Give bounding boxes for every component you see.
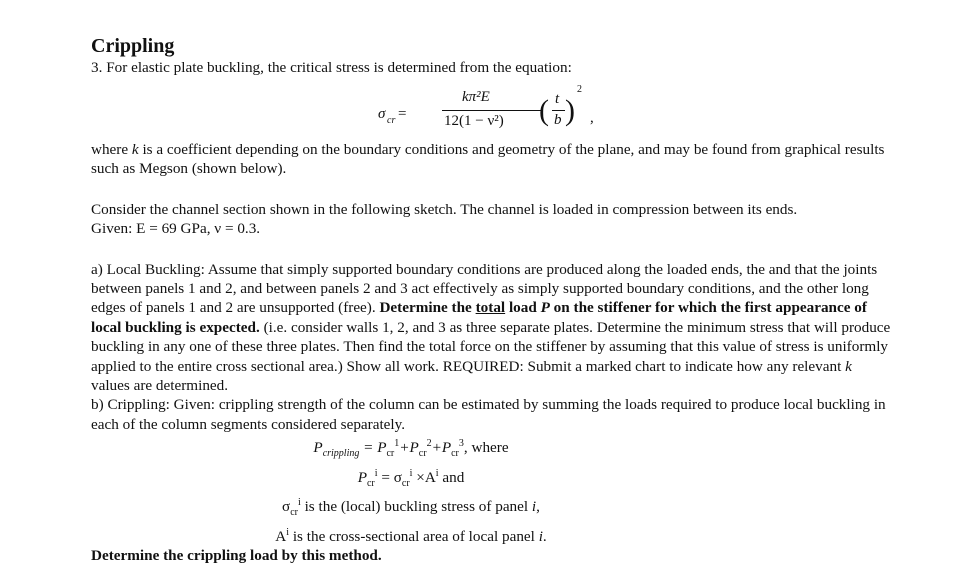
eq-numerator: kπ²E <box>462 89 490 105</box>
channel-line-1: Consider the channel section shown in the following sketch. The channel is loaded in compression between its ends. <box>91 200 798 218</box>
channel-given-line: Given: E = 69 GPa, ν = 0.3. <box>91 220 261 238</box>
body-text <box>91 140 891 566</box>
question-number: 3. <box>91 59 103 76</box>
crippling-formula-4: $A^i$ is the cross-sectional area of local panel i. <box>275 526 547 545</box>
eq-equals: = <box>398 106 407 122</box>
eq-trailing-comma: , <box>590 110 594 126</box>
crippling-formula-1: $P_{crippling} = P_{cr}^1+P_{cr}^2+P_{cr}^3$, where <box>313 438 509 460</box>
eq-ratio-bottom: b <box>554 112 562 128</box>
eq-left-paren: ( <box>539 94 549 127</box>
eq-ratio-line <box>552 110 565 111</box>
crippling-formula-2: $P_{cr}^i = \sigma_{cr}^i \times A^i$ and <box>357 467 465 489</box>
section-heading: Crippling <box>91 35 175 57</box>
crippling-formula-3: $\sigma_{cr}^i$ is the (local) buckling stress of panel i, <box>282 497 540 519</box>
part-a-paragraph: a) Local Buckling: Assume that simply supported boundary conditions are produced along the loaded ends, the and that the joints between panels 1 and 2, and between panels 2 and 3 act effectively as simply supported boundary conditions, and the other long edges of panels 1 and 2 are unsupported (free). Determine the total load P on the stiffener for which the first appearance of local buckling is expected. (i.e. consider walls 1, 2, and 3 as three separate plates. Determine the minimum stress that will produce buckling in any one of these three plates. Then find the total force on the stiffener by assuming that this value of stress is uniformly applied to the entire cross sectional area.) Show all work. REQUIRED: Submit a marked chart to indicate how any relevant k values are determined. <box>91 260 891 395</box>
eq-fraction-line <box>442 110 542 111</box>
eq-right-paren: ) <box>565 94 575 127</box>
eq-sigma-sub: cr <box>387 115 396 126</box>
eq-denominator: 12(1 − ν²) <box>444 113 504 129</box>
eq-ratio-top: t <box>555 91 560 107</box>
crippling-formulas <box>91 434 731 546</box>
document-page <box>91 34 891 77</box>
intro-line <box>91 58 891 77</box>
eq-sigma: σ <box>378 106 386 122</box>
critical-stress-equation <box>378 84 602 142</box>
final-instruction: Determine the crippling load by this method. <box>91 547 382 565</box>
part-b-paragraph: b) Crippling: Given: crippling strength of the column can be estimated by summing the loads required to produce local buckling in each of the column segments considered separately. <box>91 396 886 433</box>
eq-exponent: 2 <box>577 84 582 95</box>
intro-text: For elastic plate buckling, the critical stress is determined from the equation: <box>106 59 572 76</box>
where-paragraph: where k is a coefficient depending on the boundary conditions and geometry of the plane, and may be found from graphical results such as Megson (shown below). <box>91 141 885 178</box>
